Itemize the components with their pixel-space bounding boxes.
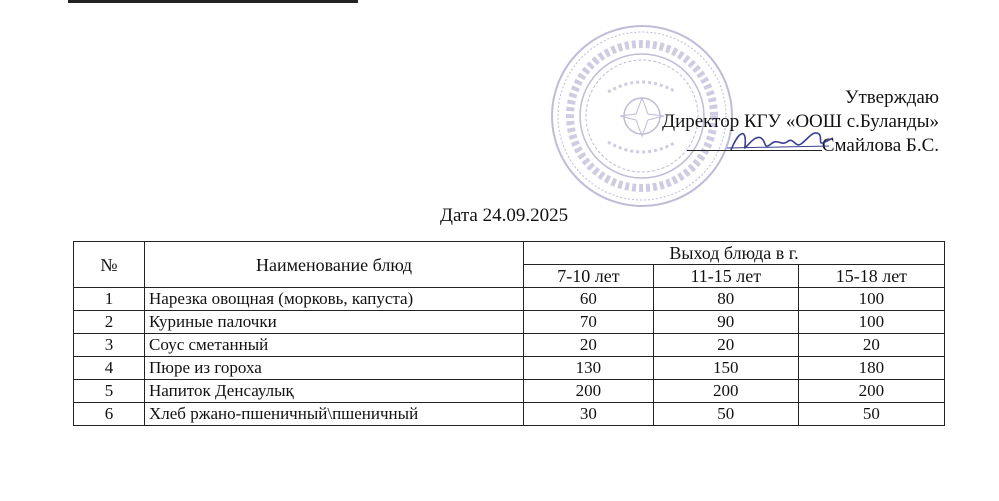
date-label: Дата 24.09.2025 <box>440 205 569 226</box>
row-dish-name: Куриные палочки <box>145 311 524 334</box>
row-dish-name: Нарезка овощная (морковь, капуста) <box>145 288 524 311</box>
row-value: 130 <box>524 357 654 380</box>
row-value: 200 <box>653 380 798 403</box>
row-value: 60 <box>524 288 654 311</box>
header-age-11-15: 11-15 лет <box>653 265 798 288</box>
row-dish-name: Хлеб ржано-пшеничный\пшеничный <box>145 403 524 426</box>
row-value: 20 <box>524 334 654 357</box>
row-value: 20 <box>798 334 944 357</box>
row-num: 6 <box>74 403 145 426</box>
handwritten-signature <box>725 124 835 158</box>
table-row <box>74 403 945 426</box>
top-rule <box>68 0 358 3</box>
row-value: 30 <box>524 403 654 426</box>
table-row <box>74 288 945 311</box>
row-value: 20 <box>653 334 798 357</box>
row-num: 3 <box>74 334 145 357</box>
row-num: 5 <box>74 380 145 403</box>
header-dish-name: Наименование блюд <box>145 242 524 288</box>
row-value: 50 <box>653 403 798 426</box>
approval-title: Утверждаю <box>845 87 939 108</box>
header-age-15-18: 15-18 лет <box>798 265 944 288</box>
menu-table <box>73 241 945 426</box>
row-value: 50 <box>798 403 944 426</box>
approval-signature-line <box>579 134 939 158</box>
approval-position: Директор КГУ «ООШ с.Буланды» <box>662 111 939 132</box>
signature-blank <box>687 134 822 151</box>
row-num: 4 <box>74 357 145 380</box>
row-value: 100 <box>798 288 944 311</box>
header-num: № <box>74 242 145 288</box>
approval-block <box>579 86 939 158</box>
row-value: 80 <box>653 288 798 311</box>
table-header-row <box>74 242 945 265</box>
director-name: Смайлова Б.С. <box>821 135 939 156</box>
row-dish-name: Пюре из гороха <box>145 357 524 380</box>
row-value: 180 <box>798 357 944 380</box>
row-value: 70 <box>524 311 654 334</box>
table-row <box>74 334 945 357</box>
header-age-7-10: 7-10 лет <box>524 265 654 288</box>
row-value: 100 <box>798 311 944 334</box>
row-value: 150 <box>653 357 798 380</box>
row-value: 200 <box>524 380 654 403</box>
table-row <box>74 311 945 334</box>
header-output: Выход блюда в г. <box>524 242 945 265</box>
row-num: 2 <box>74 311 145 334</box>
row-value: 90 <box>653 311 798 334</box>
row-value: 200 <box>798 380 944 403</box>
row-dish-name: Соус сметанный <box>145 334 524 357</box>
table-row <box>74 357 945 380</box>
table-row <box>74 380 945 403</box>
row-dish-name: Напиток Денсаулық <box>145 380 524 403</box>
row-num: 1 <box>74 288 145 311</box>
